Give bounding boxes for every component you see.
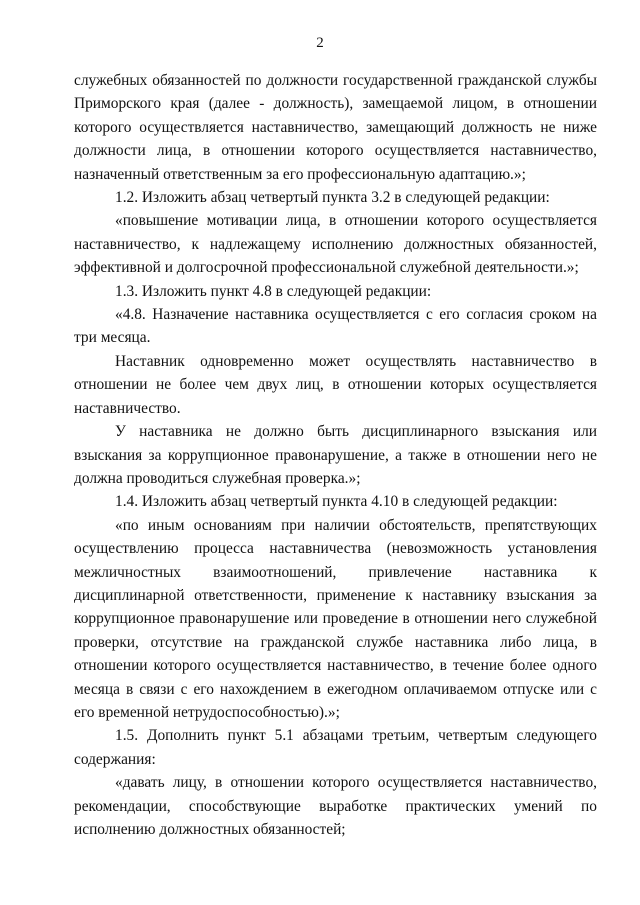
paragraph-quoted-text-4-10: «по иным основаниям при наличии обстоятельств, препятствующих осуществлению процесса наставничества (невозможность установления межличностных взаимоотношений, привлечение наставника к дисциплинарной ответственности, применение к наставнику взыскания за коррупционное правонарушение или проведение в отношении него служебной проверки, отсутствие на гражданской службе наставника либо лица, в отношении которого осуществляется наставничество, в течение более одного месяца в связи с его нахождением в ежегодном оплачиваемом отпуске или с его временной нетрудоспособностью).»; [74, 516, 597, 721]
page-number: 2 [316, 35, 324, 51]
paragraph-amendment-1-4: 1.4. Изложить абзац четвертый пункта 4.10 в следующей редакции: [115, 493, 558, 511]
paragraph-quoted-text-1-2: «повышение мотивации лица, в отношении которого осуществляется наставничество, к надлежащему исполнению должностных обязанностей, эффективной и долгосрочной профессиональной служебной деятельности.»; [74, 212, 597, 277]
paragraph-mentor-limit: Наставник одновременно может осуществлять наставничество в отношении не более чем двух лиц, в отношении которых осуществляется наставничество. [74, 352, 597, 417]
document-body [74, 69, 597, 841]
paragraph-quoted-text-5-1: «давать лицу, в отношении которого осуществляется наставничество, рекомендации, способствующие выработке практических умений по исполнению должностных обязанностей; [74, 774, 597, 838]
paragraph-amendment-1-2: 1.2. Изложить абзац четвертый пункта 3.2 в следующей редакции: [115, 189, 550, 207]
paragraph-amendment-1-3: 1.3. Изложить пункт 4.8 в следующей редакции: [115, 282, 432, 300]
paragraph-quoted-text-4-8: «4.8. Назначение наставника осуществляется с его согласия сроком на три месяца. [74, 306, 597, 347]
paragraph-continuation: служебных обязанностей по должности государственной гражданской службы Приморского края (далее - должность), замещаемой лицом, в отношении которого осуществляется наставничество, замещающий должность не ниже должности лица, в отношении которого осуществляется наставничество, назначенный ответственным за его профессиональную адаптацию.»; [74, 72, 597, 183]
paragraph-mentor-requirements: У наставника не должно быть дисциплинарного взыскания или взыскания за коррупционное правонарушение, а также в отношении него не должна проводиться служебная проверка.»; [74, 423, 597, 487]
paragraph-amendment-1-5: 1.5. Дополнить пункт 5.1 абзацами третьим, четвертым следующего содержания: [74, 727, 597, 768]
